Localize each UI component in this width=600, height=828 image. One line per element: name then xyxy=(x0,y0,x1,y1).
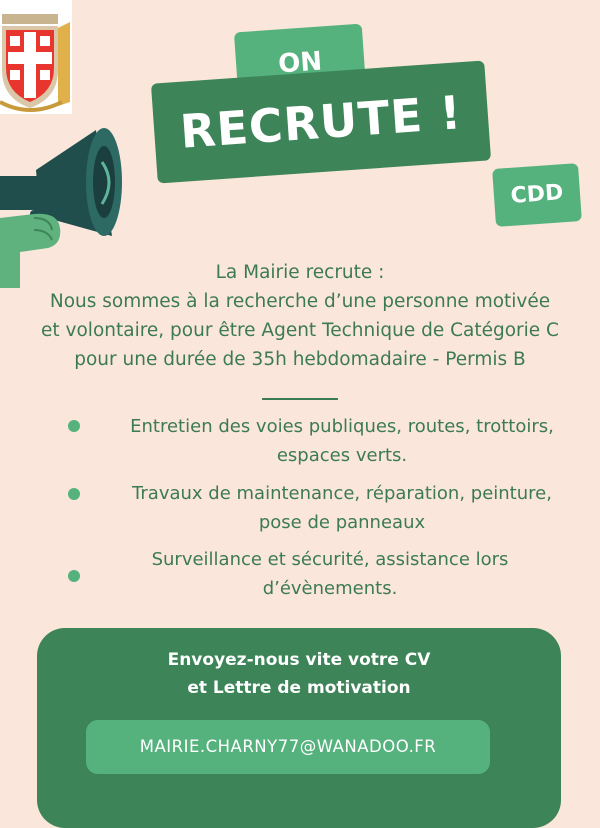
contact-heading: Envoyez-nous vite votre CV et Lettre de motivation xyxy=(167,650,431,698)
coat-of-arms-logo xyxy=(0,0,72,114)
on-tag: ON xyxy=(234,24,366,97)
bullet-icon xyxy=(68,420,80,432)
email-link[interactable]: MAIRIE.CHARNY77@WANADOO.FR xyxy=(86,720,490,774)
intro-line-1: La Mairie recrute : xyxy=(215,262,385,283)
task-item: Travaux de maintenance, réparation, peinture, pose de panneaux xyxy=(132,483,552,533)
intro-text xyxy=(0,258,600,374)
intro-line-2: Nous sommes à la recherche d’une personne motivée xyxy=(49,291,551,312)
town-coat-of-arms-icon xyxy=(0,6,72,114)
bullet-icon xyxy=(68,488,80,500)
bullet-icon xyxy=(68,570,80,582)
task-item: Surveillance et sécurité, assistance lors d’évènements. xyxy=(151,549,509,599)
task-item: Entretien des voies publiques, routes, trottoirs, espaces verts. xyxy=(130,416,554,466)
recrute-title: RECRUTE ! xyxy=(151,60,491,183)
intro-line-3: et volontaire, pour être Agent Technique de Catégorie C xyxy=(41,320,559,341)
cdd-tag: CDD xyxy=(492,163,582,227)
section-divider xyxy=(262,398,338,400)
intro-line-4: pour une durée de 35h hebdomadaire - Permis B xyxy=(74,349,526,370)
